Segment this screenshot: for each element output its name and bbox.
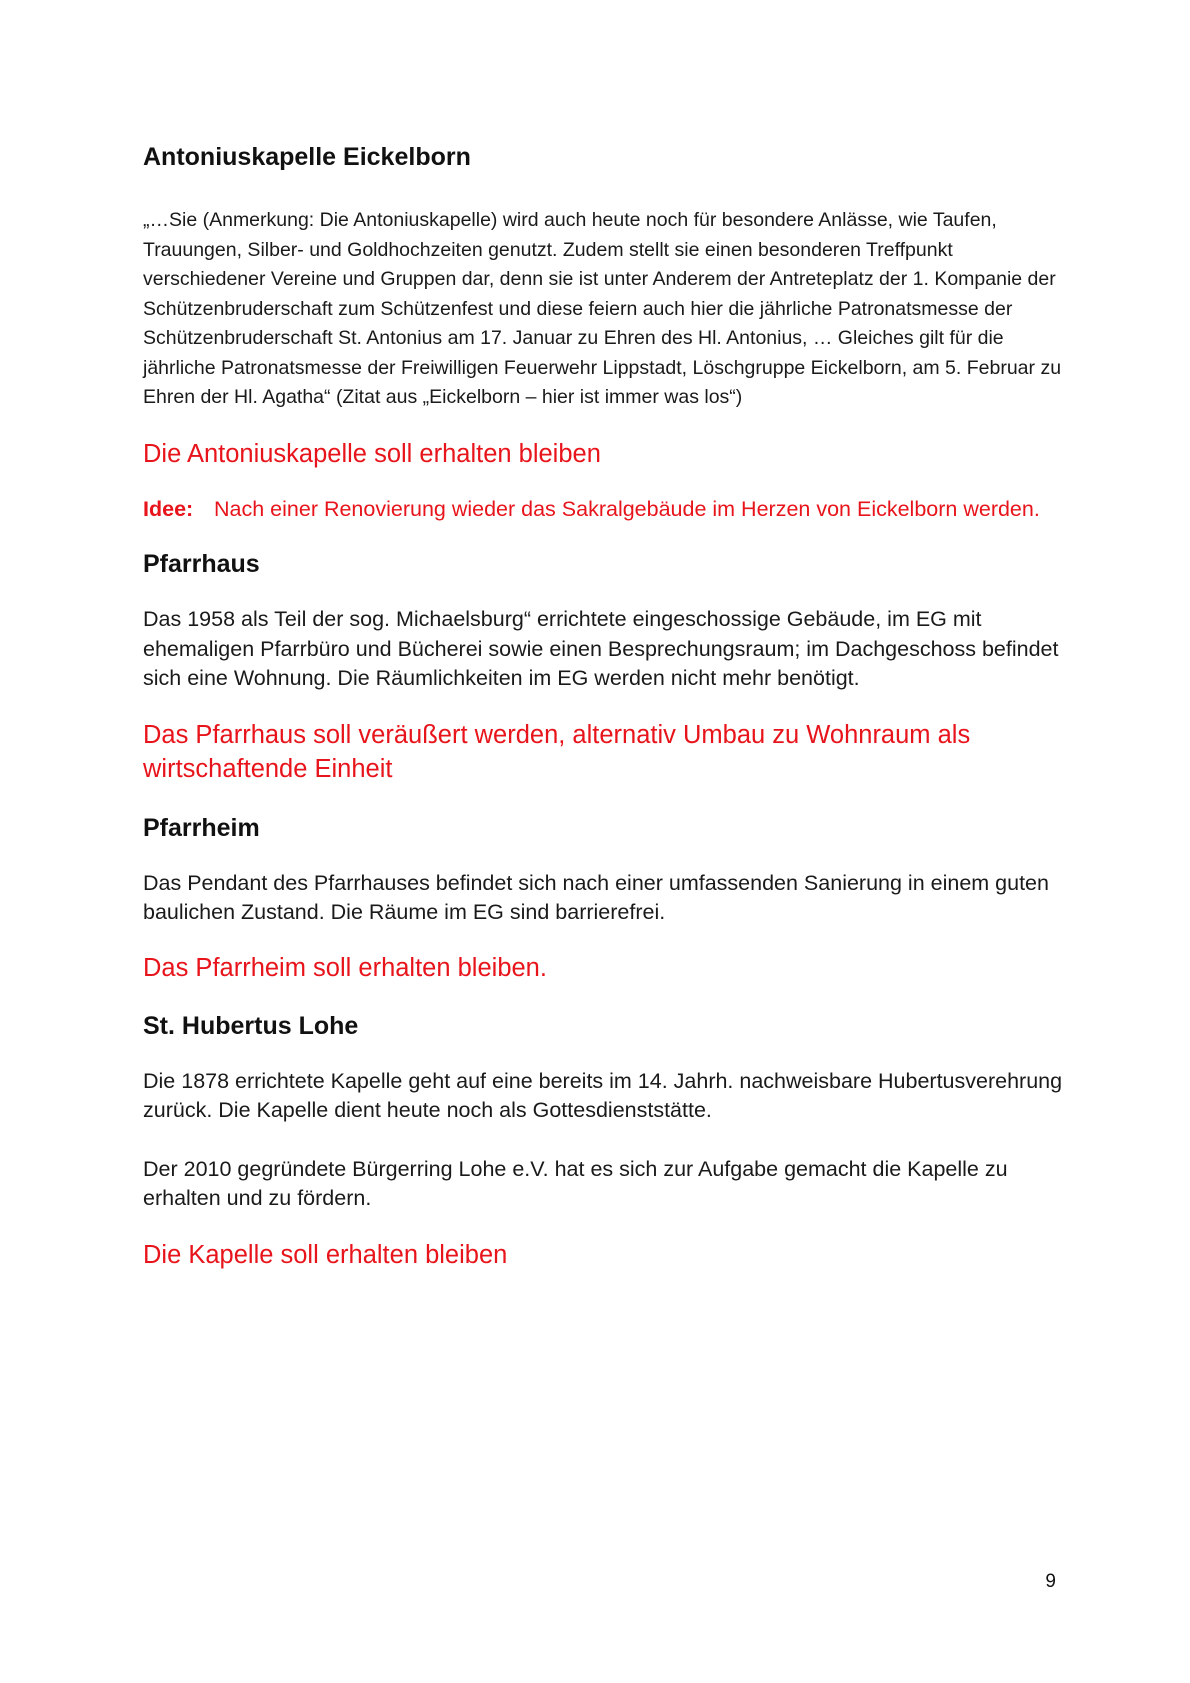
text-hubertus-1: Die 1878 errichtete Kapelle geht auf eine bereits im 14. Jahrh. nachweisbare Hubertusverehrung zurück. Die Kapelle dient heute noch als Gottesdienststätte. <box>143 1068 1063 1122</box>
heading-antoniuskapelle: Antoniuskapelle Eickelborn <box>143 143 471 171</box>
conclusion-antoniuskapelle: Die Antoniuskapelle soll erhalten bleiben <box>143 439 601 468</box>
conclusion-pfarrheim: Das Pfarrheim soll erhalten bleiben. <box>143 953 547 982</box>
idea-block <box>143 495 1063 525</box>
text-hubertus-2: Der 2010 gegründete Bürgerring Lohe e.V. hat es sich zur Aufgabe gemacht die Kapelle zu erhalten und zu fördern. <box>143 1156 1008 1210</box>
conclusion-hubertus: Die Kapelle soll erhalten bleiben <box>143 1240 508 1269</box>
document-page <box>143 140 1063 1272</box>
page-number: 9 <box>1045 1571 1056 1592</box>
text-pfarrhaus: Das 1958 als Teil der sog. Michaelsburg“ errichtete eingeschossige Gebäude, im EG mit ehemaligen Pfarrbüro und Bücherei sowie einen Besprechungsraum; im Dachgeschoss befindet sich eine Wohnung. Die Räumlichkeiten im EG werden nicht mehr benötigt. <box>143 607 1059 690</box>
quote-antoniuskapelle: „…Sie (Anmerkung: Die Antoniuskapelle) wird auch heute noch für besondere Anlässe, wie Taufen, Trauungen, Silber- und Goldhochzeiten genutzt. Zudem stellt sie einen besonderen Treffpunkt verschiedener Vereine und Gruppen dar, denn sie ist unter Anderem der Antreteplatz der 1. Kompanie der Schützenbruderschaft zum Schützenfest und diese feiern auch hier die jährliche Patronatsmesse der Schützenbruderschaft St. Antonius am 17. Januar zu Ehren des Hl. Antonius, … Gleiches gilt für die jährliche Patronatsmesse der Freiwilligen Feuerwehr Lippstadt, Löschgruppe Eickelborn, am 5. Februar zu Ehren der Hl. Agatha“ (Zitat aus „Eickelborn – hier ist immer was los“) <box>143 209 1062 408</box>
heading-pfarrheim: Pfarrheim <box>143 813 260 842</box>
text-pfarrheim: Das Pendant des Pfarrhauses befindet sich nach einer umfassenden Sanierung in einem guten baulichen Zustand. Die Räume im EG sind barrierefrei. <box>143 870 1049 924</box>
heading-pfarrhaus: Pfarrhaus <box>143 550 260 578</box>
idea-label: Idee: <box>143 496 194 521</box>
heading-st-hubertus-lohe: St. Hubertus Lohe <box>143 1011 359 1040</box>
idea-text: Nach einer Renovierung wieder das Sakralgebäude im Herzen von Eickelborn werden. <box>214 496 1040 521</box>
conclusion-pfarrhaus: Das Pfarrhaus soll veräußert werden, alternativ Umbau zu Wohnraum als wirtschaftende Einheit <box>143 720 971 783</box>
